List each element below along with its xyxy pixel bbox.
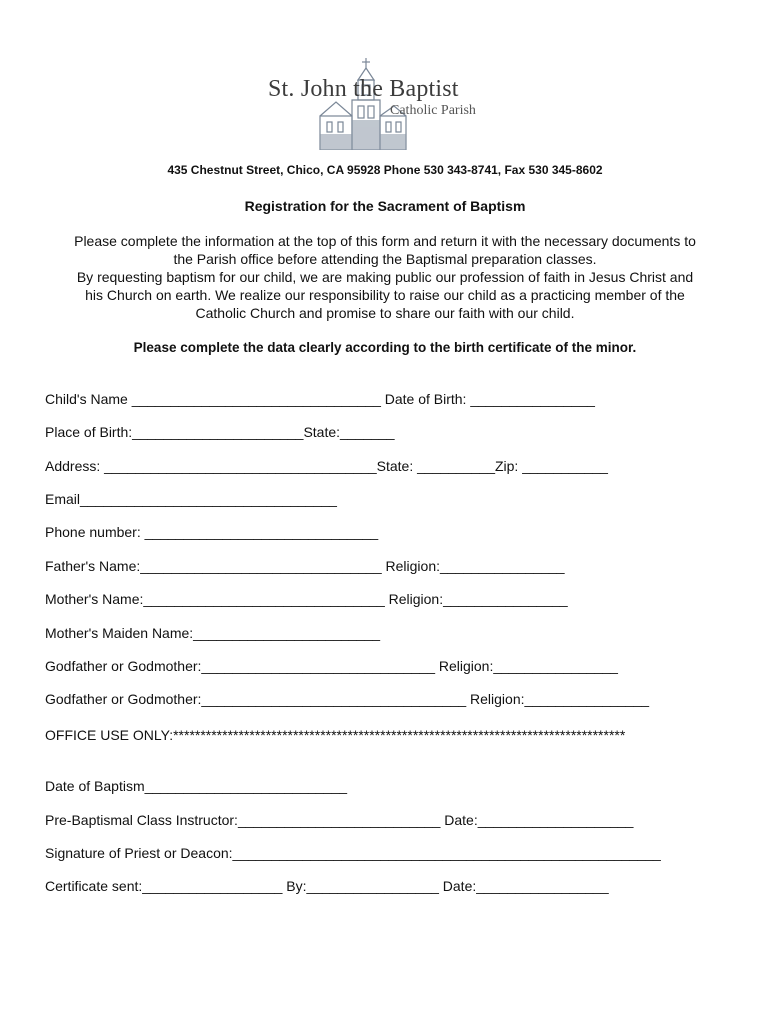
intro-line: By requesting baptism for our child, we are making public our profession of faith in Jesus Christ and [76, 269, 694, 285]
intro-line: Catholic Church and promise to share our faith with our child. [195, 305, 575, 321]
fathers-name-religion-field[interactable]: Father's Name:_______________________________ Religion:________________ [45, 558, 565, 574]
certificate-sent-by-date-field[interactable]: Certificate sent:__________________ By:_________________ Date:_________________ [45, 878, 609, 894]
godparent-2-religion-field[interactable]: Godfather or Godmother:__________________________________ Religion:________________ [45, 691, 650, 707]
form-instruction: Please complete the data clearly according to the birth certificate of the minor. [133, 340, 637, 355]
date-of-baptism-field[interactable]: Date of Baptism__________________________ [45, 778, 348, 794]
email-field[interactable]: Email_________________________________ [45, 491, 337, 507]
childs-name-date-of-birth-field[interactable]: Child's Name ________________________________ Date of Birth: ________________ [45, 391, 595, 407]
logo-parish-name: St. John the Baptist [268, 76, 459, 102]
intro-paragraph [0, 232, 770, 322]
form-title: Registration for the Sacrament of Baptism [244, 198, 526, 214]
phone-number-field[interactable]: Phone number: ______________________________ [45, 524, 379, 540]
place-of-birth-state-field[interactable]: Place of Birth:______________________State:_______ [45, 424, 395, 440]
intro-line: his Church on earth. We realize our responsibility to raise our child as a practicing member of the [85, 287, 685, 303]
office-use-only-heading: OFFICE USE ONLY:*********************************************************************************** [45, 727, 626, 743]
intro-line: the Parish office before attending the Baptismal preparation classes. [173, 251, 597, 267]
parish-logo [262, 56, 512, 148]
class-instructor-date-field[interactable]: Pre-Baptismal Class Instructor:__________________________ Date:____________________ [45, 812, 634, 828]
godparent-1-religion-field[interactable]: Godfather or Godmother:______________________________ Religion:________________ [45, 658, 618, 674]
logo-parish-subtitle: Catholic Parish [390, 103, 476, 118]
address-state-zip-field[interactable]: Address: ___________________________________State: __________Zip: ___________ [45, 458, 608, 474]
priest-deacon-signature-field[interactable]: Signature of Priest or Deacon:_______________________________________________________ [45, 845, 661, 861]
intro-line: Please complete the information at the top of this form and return it with the necessary documents to [74, 233, 696, 249]
parish-address: 435 Chestnut Street, Chico, CA 95928 Phone 530 343-8741, Fax 530 345-8602 [167, 163, 603, 177]
mothers-maiden-name-field[interactable]: Mother's Maiden Name:________________________ [45, 625, 381, 641]
mothers-name-religion-field[interactable]: Mother's Name:_______________________________ Religion:________________ [45, 591, 568, 607]
